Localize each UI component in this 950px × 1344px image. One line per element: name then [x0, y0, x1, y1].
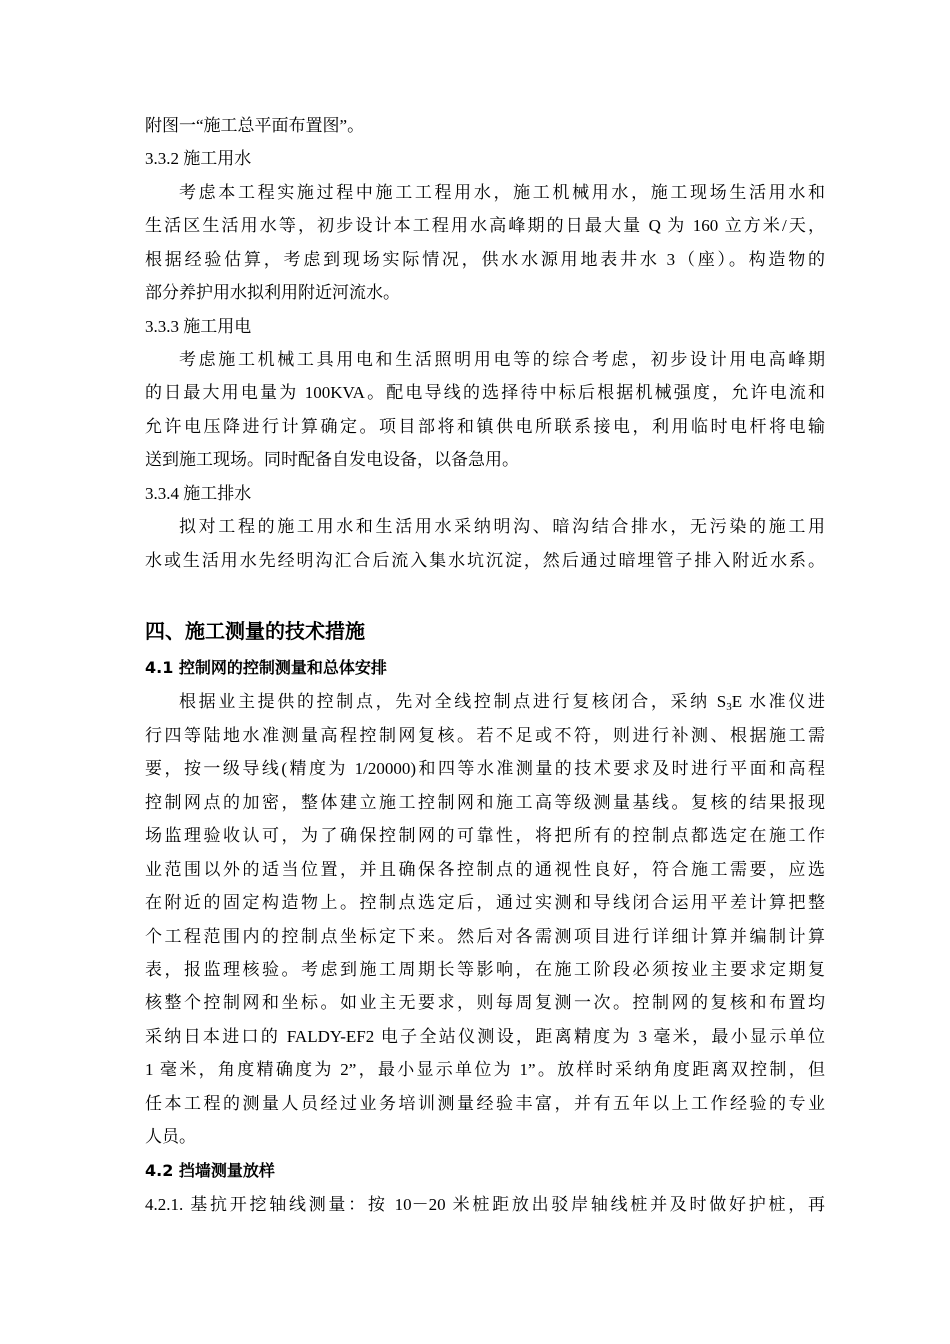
paragraph-line: 根据经验估算，考虑到现场实际情况，供水水源用地表井水 3（座）。构造物的 — [145, 250, 825, 269]
paragraph-line: 个工程范围内的控制点坐标定下来。然后对各需测项目进行详细计算并编制计算 — [145, 927, 825, 946]
paragraph-line: 1 毫米，角度精确度为 2”，最小显示单位为 1”。放样时采纳角度距离双控制，但 — [145, 1060, 825, 1079]
text-line: 附图一“施工总平面布置图”。 — [145, 116, 365, 135]
subsection-title: 4.1 控制网的控制测量和总体安排 — [145, 658, 387, 677]
paragraph-line: 任本工程的测量人员经过业务培训测量经验丰富，并有五年以上工作经验的专业 — [145, 1094, 825, 1113]
paragraph-line: 业范围以外的适当位置，并且确保各控制点的通视性良好，符合施工需要，应选 — [145, 860, 825, 879]
paragraph-line: 在附近的固定构造物上。控制点选定后，通过实测和导线闭合运用平差计算把整 — [145, 893, 825, 912]
paragraph-line: 的日最大用电量为 100KVA。配电导线的选择待中标后根据机械强度，允许电流和 — [145, 383, 825, 402]
subscript: 3 — [726, 701, 732, 713]
paragraph-line: 行四等陆地水准测量高程控制网复核。若不足或不符，则进行补测、根据施工需 — [145, 726, 825, 745]
paragraph-line: 4.2.1. 基抗开挖轴线测量：按 10－20 米桩距放出驳岸轴线桩并及时做好护桩，再 — [145, 1195, 825, 1214]
paragraph-line: 考虑施工机械工具用电和生活照明用电等的综合考虑，初步设计用电高峰期 — [179, 350, 825, 369]
chapter-title: 四、施工测量的技术措施 — [145, 619, 365, 643]
paragraph-line: 部分养护用水拟利用附近河流水。 — [145, 283, 400, 302]
text-run: E 水准仪进 — [731, 692, 825, 711]
paragraph-line: 控制网点的加密，整体建立施工控制网和施工高等级测量基线。复核的结果报现 — [145, 793, 825, 812]
paragraph-line: 生活区生活用水等，初步设计本工程用水高峰期的日最大量 Q 为 160 立方米/天， — [145, 216, 825, 235]
paragraph-line: 表，报监理核验。考虑到施工周期长等影响，在施工阶段必须按业主要求定期复 — [145, 960, 825, 979]
paragraph-line: 采纳日本进口的 FALDY-EF2 电子全站仪测设，距离精度为 3 毫米，最小显示单位 — [145, 1027, 825, 1046]
paragraph-line: 场监理验收认可，为了确保控制网的可靠性，将把所有的控制点都选定在施工作 — [145, 826, 825, 845]
paragraph-line — [179, 690, 825, 719]
text-run: 根据业主提供的控制点，先对全线控制点进行复核闭合，采纳 S — [179, 692, 727, 711]
paragraph-line: 人员。 — [145, 1127, 196, 1146]
paragraph-line: 送到施工现场。同时配备自发电设备，以备急用。 — [145, 450, 519, 469]
paragraph-line: 拟对工程的施工用水和生活用水采纳明沟、暗沟结合排水，无污染的施工用 — [179, 517, 825, 536]
paragraph-line: 要，按一级导线(精度为 1/20000)和四等水准测量的技术要求及时进行平面和高程 — [145, 759, 825, 778]
section-heading: 3.3.3 施工用电 — [145, 317, 252, 336]
paragraph-line: 水或生活用水先经明沟汇合后流入集水坑沉淀，然后通过暗埋管子排入附近水系。 — [145, 551, 825, 570]
paragraph-line: 考虑本工程实施过程中施工工程用水，施工机械用水，施工现场生活用水和 — [179, 183, 825, 202]
subsection-title: 4.2 挡墙测量放样 — [145, 1161, 275, 1180]
paragraph-line: 允许电压降进行计算确定。项目部将和镇供电所联系接电，利用临时电杆将电输 — [145, 417, 825, 436]
section-heading: 3.3.2 施工用水 — [145, 149, 252, 168]
paragraph-line: 核整个控制网和坐标。如业主无要求，则每周复测一次。控制网的复核和布置均 — [145, 993, 825, 1012]
section-heading: 3.3.4 施工排水 — [145, 484, 252, 503]
